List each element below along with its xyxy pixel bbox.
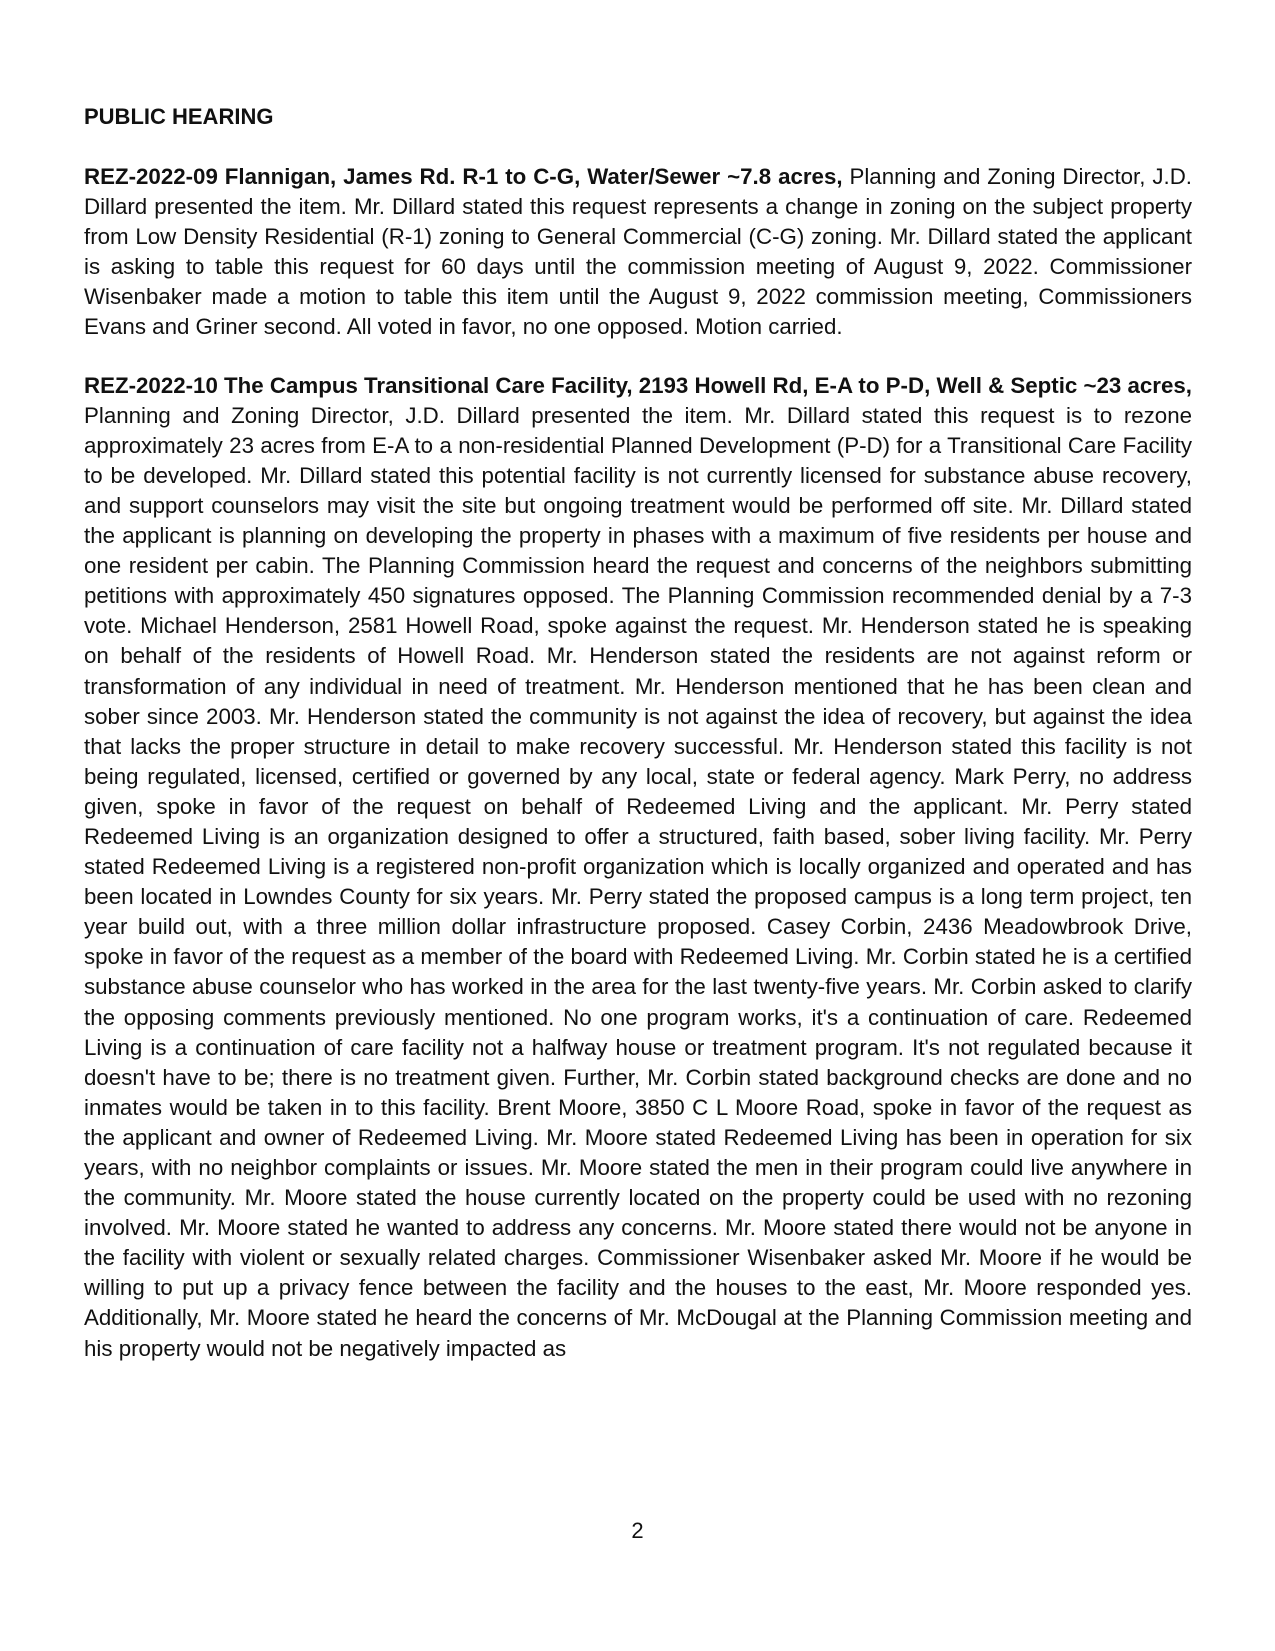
agenda-item-body: Planning and Zoning Director, J.D. Dillard presented the item. Mr. Dillard stated this request represents a change in zoning on the subject property from Low Density Residential (R-1) zoning to General Commercial (C-G) zoning. Mr. Dillard stated the applicant is asking to table this request for 60 days until the commission meeting of August 9, 2022. Commissioner Wisenbaker made a motion to table this item until the August 9, 2022 commission meeting, Commissioners Evans and Griner second. All voted in favor, no one opposed. Motion carried. bbox=[84, 164, 1192, 340]
agenda-item-rez-2022-09 bbox=[84, 162, 1192, 343]
agenda-item-title: REZ-2022-10 The Campus Transitional Care Facility, 2193 Howell Rd, E-A to P-D, Well & Septic ~23 acres, bbox=[84, 372, 1192, 398]
agenda-item-body: Planning and Zoning Director, J.D. Dillard presented the item. Mr. Dillard stated this request is to rezone approximately 23 acres from E-A to a non-residential Planned Development (P-D) for a Transitional Care Facility to be developed. Mr. Dillard stated this potential facility is not currently licensed for substance abuse recovery, and support counselors may visit the site but ongoing treatment would be performed off site. Mr. Dillard stated the applicant is planning on developing the property in phases with a maximum of five residents per house and one resident per cabin. The Planning Commission heard the request and concerns of the neighbors submitting petitions with approximately 450 signatures opposed. The Planning Commission recommended denial by a 7-3 vote. Michael Henderson, 2581 Howell Road, spoke against the request. Mr. Henderson stated he is speaking on behalf of the residents of Howell Road. Mr. Henderson stated the residents are not against reform or transformation of any individual in need of treatment. Mr. Henderson mentioned that he has been clean and sober since 2003. Mr. Henderson stated the community is not against the idea of recovery, but against the idea that lacks the proper structure in detail to make recovery successful. Mr. Henderson stated this facility is not being regulated, licensed, certified or governed by any local, state or federal agency. Mark Perry, no address given, spoke in favor of the request on behalf of Redeemed Living and the applicant. Mr. Perry stated Redeemed Living is an organization designed to offer a structured, faith based, sober living facility. Mr. Perry stated Redeemed Living is a registered non-profit organization which is locally organized and operated and has been located in Lowndes County for six years. Mr. Perry stated the proposed campus is a long term project, ten year build out, with a three million dollar infrastructure proposed. Casey Corbin, 2436 Meadowbrook Drive, spoke in favor of the request as a member of the board with Redeemed Living. Mr. Corbin stated he is a certified substance abuse counselor who has worked in the area for the last twenty-five years. Mr. Corbin asked to clarify the opposing comments previously mentioned. No one program works, it's a continuation of care. Redeemed Living is a continuation of care facility not a halfway house or treatment program. It's not regulated because it doesn't have to be; there is no treatment given. Further, Mr. Corbin stated background checks are done and no inmates would be taken in to this facility. Brent Moore, 3850 C L Moore Road, spoke in favor of the request as the applicant and owner of Redeemed Living. Mr. Moore stated Redeemed Living has been in operation for six years, with no neighbor complaints or issues. Mr. Moore stated the men in their program could live anywhere in the community. Mr. Moore stated the house currently located on the property could be used with no rezoning involved. Mr. Moore stated he wanted to address any concerns. Mr. Moore stated there would not be anyone in the facility with violent or sexually related charges. Commissioner Wisenbaker asked Mr. Moore if he would be willing to put up a privacy fence between the facility and the houses to the east, Mr. Moore responded yes. Additionally, Mr. Moore stated he heard the concerns of Mr. McDougal at the Planning Commission meeting and his property would not be negatively impacted as bbox=[84, 402, 1192, 1361]
page-number: 2 bbox=[631, 1518, 644, 1543]
document-page bbox=[84, 102, 1192, 1392]
agenda-item-rez-2022-10 bbox=[84, 371, 1192, 1364]
agenda-item-title: REZ-2022-09 Flannigan, James Rd. R-1 to C-G, Water/Sewer ~7.8 acres, bbox=[84, 164, 843, 189]
section-heading: PUBLIC HEARING bbox=[84, 104, 274, 129]
